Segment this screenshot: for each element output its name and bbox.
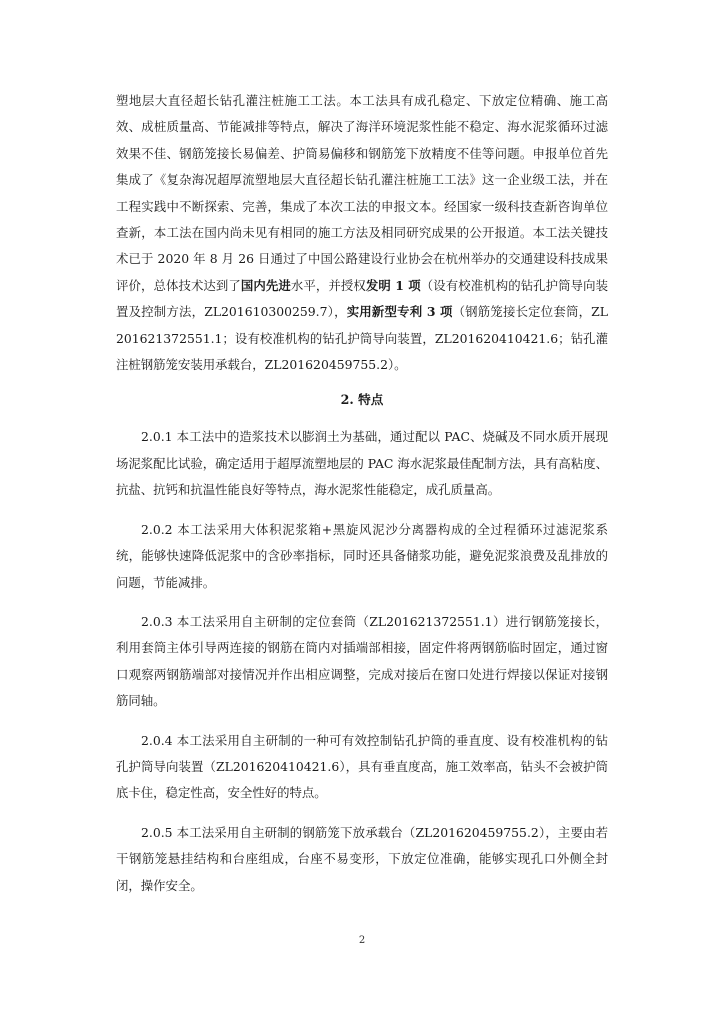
intro-text-1: 塑地层大直径超长钻孔灌注桩施工工法。本工法具有成孔稳定、下放定位精确、施工高效、成桩质量高、节能减排等特点，解决了海洋环境泥浆性能不稳定、海水泥浆循环过滤效果不佳、钢筋笼接长易偏差、护筒易偏移和钢筋笼下放精度不佳等问题。申报单位首先集成了《复杂海况超厚流塑地层大直径超长钻孔灌注桩施工工法》这一企业级工法，并在工程实践中不断探索、完善，集成了本次工法的申报文本。经国家一级科技查新咨询单位查新，本工法在国内尚未见有相同的施工方法及相同研究成果的公开报道。本工法关键技术已于 2020 年 8 月 26 日通过了中国公路建设行业协会在杭州举办的交通建设科技成果评价，总体技术达到了 bbox=[116, 93, 608, 293]
document-page bbox=[116, 88, 608, 899]
intro-text-4: （钢筋笼接长定位套筒，ZL201621372551.1；设有校准机构的钻孔护筒导向装置，ZL201620410421.6；钻孔灌注桩钢筋笼安装用承载台，ZL201620459755.2）。 bbox=[116, 304, 609, 373]
feature-paragraph-2-0-4: 2.0.4 本工法采用自主研制的一种可有效控制钻孔护筒的垂直度、设有校准机构的钻孔护筒导向装置（ZL201620410421.6），具有垂直度高，施工效率高，钻头不会被护筒底卡住，稳定性高，安全性好的特点。 bbox=[116, 732, 608, 801]
feature-paragraph-2-0-5: 2.0.5 本工法采用自主研制的钢筋笼下放承载台（ZL201620459755.2），主要由若干钢筋笼悬挂结构和台座组成，台座不易变形，下放定位准确，能够实现孔口外侧全封闭，操作安全。 bbox=[116, 824, 608, 893]
intro-bold-utility-patents: 实用新型专利 3 项 bbox=[346, 304, 453, 320]
section-heading: 2. 特点 bbox=[340, 392, 384, 408]
intro-bold-domestic-advanced: 国内先进 bbox=[240, 277, 291, 293]
intro-paragraph bbox=[116, 88, 608, 378]
page-number: 2 bbox=[358, 935, 366, 946]
intro-bold-invention-patent: 发明 1 项 bbox=[365, 277, 421, 293]
feature-paragraph-2-0-3: 2.0.3 本工法采用自主研制的定位套筒（ZL201621372551.1）进行钢筋笼接长，利用套筒主体引导两连接的钢筋在筒内对插端部相接，固定件将两钢筋临时固定，通过窗口观察两钢筋端部对接情况并作出相应调整，完成对接后在窗口处进行焊接以保证对接钢筋同轴。 bbox=[116, 613, 608, 709]
feature-paragraph-2-0-1: 2.0.1 本工法中的造浆技术以膨润土为基础，通过配以 PAC、烧碱及不同水质开展现场泥浆配比试验，确定适用于超厚流塑地层的 PAC 海水泥浆最佳配制方法，具有高粘度、抗盐、抗钙和抗温性能良好等特点，海水泥浆性能稳定，成孔质量高。 bbox=[116, 429, 608, 498]
intro-text-2: 水平，并授权 bbox=[290, 277, 366, 293]
intro-text-3: （设有校准机构的钻孔护筒导向装置及控制方法，ZL201610300259.7）， bbox=[116, 277, 609, 320]
feature-paragraph-2-0-2: 2.0.2 本工法采用大体积泥浆箱+黑旋风泥沙分离器构成的全过程循环过滤泥浆系统，能够快速降低泥浆中的含砂率指标，同时还具备储浆功能，避免泥浆浪费及乱排放的问题，节能减排。 bbox=[116, 521, 608, 590]
